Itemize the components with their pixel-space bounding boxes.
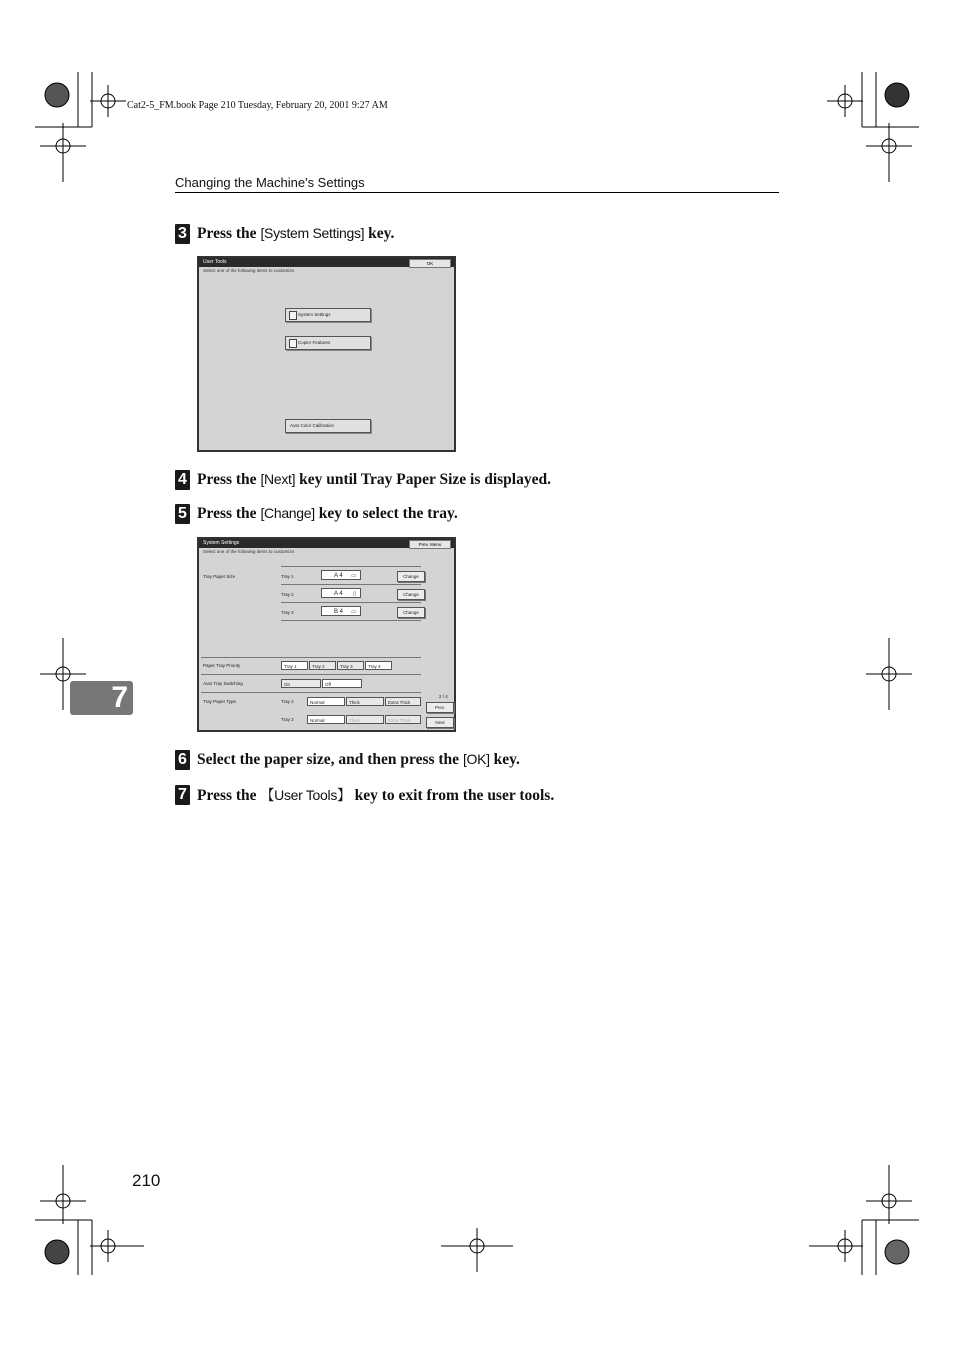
type-tray-3-extra-thick[interactable]: Extra Thick: [385, 715, 421, 724]
tray-3-label: Tray 3: [281, 610, 294, 615]
key-label: 【User Tools】: [260, 787, 351, 803]
step-number: 7: [175, 785, 190, 805]
key-label: [System Settings]: [260, 225, 365, 241]
type-tray-2-label: Tray 2: [281, 699, 294, 704]
user-tools-screen: [197, 256, 456, 452]
screen-title-bar: [199, 258, 454, 267]
step-number: 6: [175, 750, 190, 770]
system-settings-button[interactable]: System Settings: [285, 308, 371, 322]
tray-2-size: A 4 ▯: [321, 588, 361, 598]
priority-tray-1[interactable]: Tray 1: [281, 661, 308, 670]
step-3: [175, 224, 394, 244]
auto-tray-switching-label: Auto Tray Switching: [203, 681, 243, 686]
step-7: [175, 785, 554, 805]
header-rule: [175, 192, 779, 193]
type-tray-3-thick[interactable]: Thick: [346, 715, 384, 724]
screen-instruction: Select one of the following items to customize.: [203, 268, 296, 273]
key-label: [Next]: [260, 471, 296, 487]
tray-2-label: Tray 2: [281, 592, 294, 597]
settings-icon: [289, 311, 297, 320]
type-tray-3-label: Tray 3: [281, 717, 294, 722]
type-tray-3-normal[interactable]: Normal: [307, 715, 345, 724]
orientation-icon: ▭: [351, 609, 356, 615]
screen-title-bar: [199, 539, 454, 548]
divider: [281, 566, 421, 567]
type-tray-2-extra-thick[interactable]: Extra Thick: [385, 697, 421, 706]
tray-1-size: A 4 ▭: [321, 570, 361, 580]
step-number: 4: [175, 470, 190, 490]
step-5: [175, 504, 458, 524]
tray-paper-type-label: Tray Paper Type: [203, 699, 237, 704]
step-text: Press the [Next] key until Tray Paper Size is displayed.: [197, 471, 551, 488]
tray-1-change-button[interactable]: Change: [397, 571, 425, 582]
paper-tray-priority-label: Paper Tray Priority: [203, 663, 241, 668]
divider: [281, 602, 421, 603]
screen-instruction: Select one of the following items to customize.: [203, 549, 296, 554]
key-label: [Change]: [260, 505, 315, 521]
type-tray-2-normal[interactable]: Normal: [307, 697, 345, 706]
page-indicator: 2 / 4: [439, 694, 448, 699]
tray-3-change-button[interactable]: Change: [397, 607, 425, 618]
auto-color-calibration-button[interactable]: Auto Color Calibration: [285, 419, 371, 433]
tray-3-size: B 4 ▭: [321, 606, 361, 616]
divider: [281, 620, 421, 621]
orientation-icon: ▭: [351, 573, 356, 579]
divider: [281, 584, 421, 585]
step-number: 5: [175, 504, 190, 524]
divider: [201, 657, 421, 658]
page-number: 210: [132, 1171, 161, 1190]
step-text: Press the 【User Tools】 key to exit from the user tools.: [197, 787, 555, 804]
screen-title: System Settings: [203, 540, 240, 546]
switching-on[interactable]: On: [281, 679, 321, 688]
priority-tray-3[interactable]: Tray 3: [337, 661, 364, 670]
system-settings-screen: [197, 537, 456, 732]
running-head: Changing the Machine's Settings: [175, 175, 365, 190]
divider: [201, 674, 421, 675]
tray-1-label: Tray 1: [281, 574, 294, 579]
priority-tray-2[interactable]: Tray 2: [309, 661, 336, 670]
key-label: [OK]: [462, 751, 490, 767]
tray-paper-size-label: Tray Paper Size: [203, 574, 236, 579]
print-header: Cat2-5_FM.book Page 210 Tuesday, February 20, 2001 9:27 AM: [127, 100, 388, 111]
step-text: Press the [System Settings] key.: [197, 225, 395, 242]
step-6: [175, 750, 520, 770]
tray-2-change-button[interactable]: Change: [397, 589, 425, 600]
copier-features-button[interactable]: Copier Features: [285, 336, 371, 350]
switching-off[interactable]: Off: [322, 679, 362, 688]
divider: [201, 692, 421, 693]
screen-title: User Tools: [203, 259, 227, 265]
next-button[interactable]: Next: [426, 717, 454, 728]
prev-menu-button[interactable]: Prev. Menu: [409, 540, 451, 549]
ok-button[interactable]: OK: [409, 259, 451, 268]
step-number: 3: [175, 224, 190, 244]
orientation-icon: ▯: [353, 591, 356, 597]
step-text: Select the paper size, and then press the [OK] key.: [197, 751, 520, 768]
prev-button[interactable]: Prev.: [426, 702, 454, 713]
step-text: Press the [Change] key to select the tray.: [197, 505, 458, 522]
priority-tray-4[interactable]: Tray 4: [365, 661, 392, 670]
step-4: [175, 470, 551, 490]
type-tray-2-thick[interactable]: Thick: [346, 697, 384, 706]
copier-icon: [289, 339, 297, 348]
chapter-tab: 7: [70, 681, 133, 715]
